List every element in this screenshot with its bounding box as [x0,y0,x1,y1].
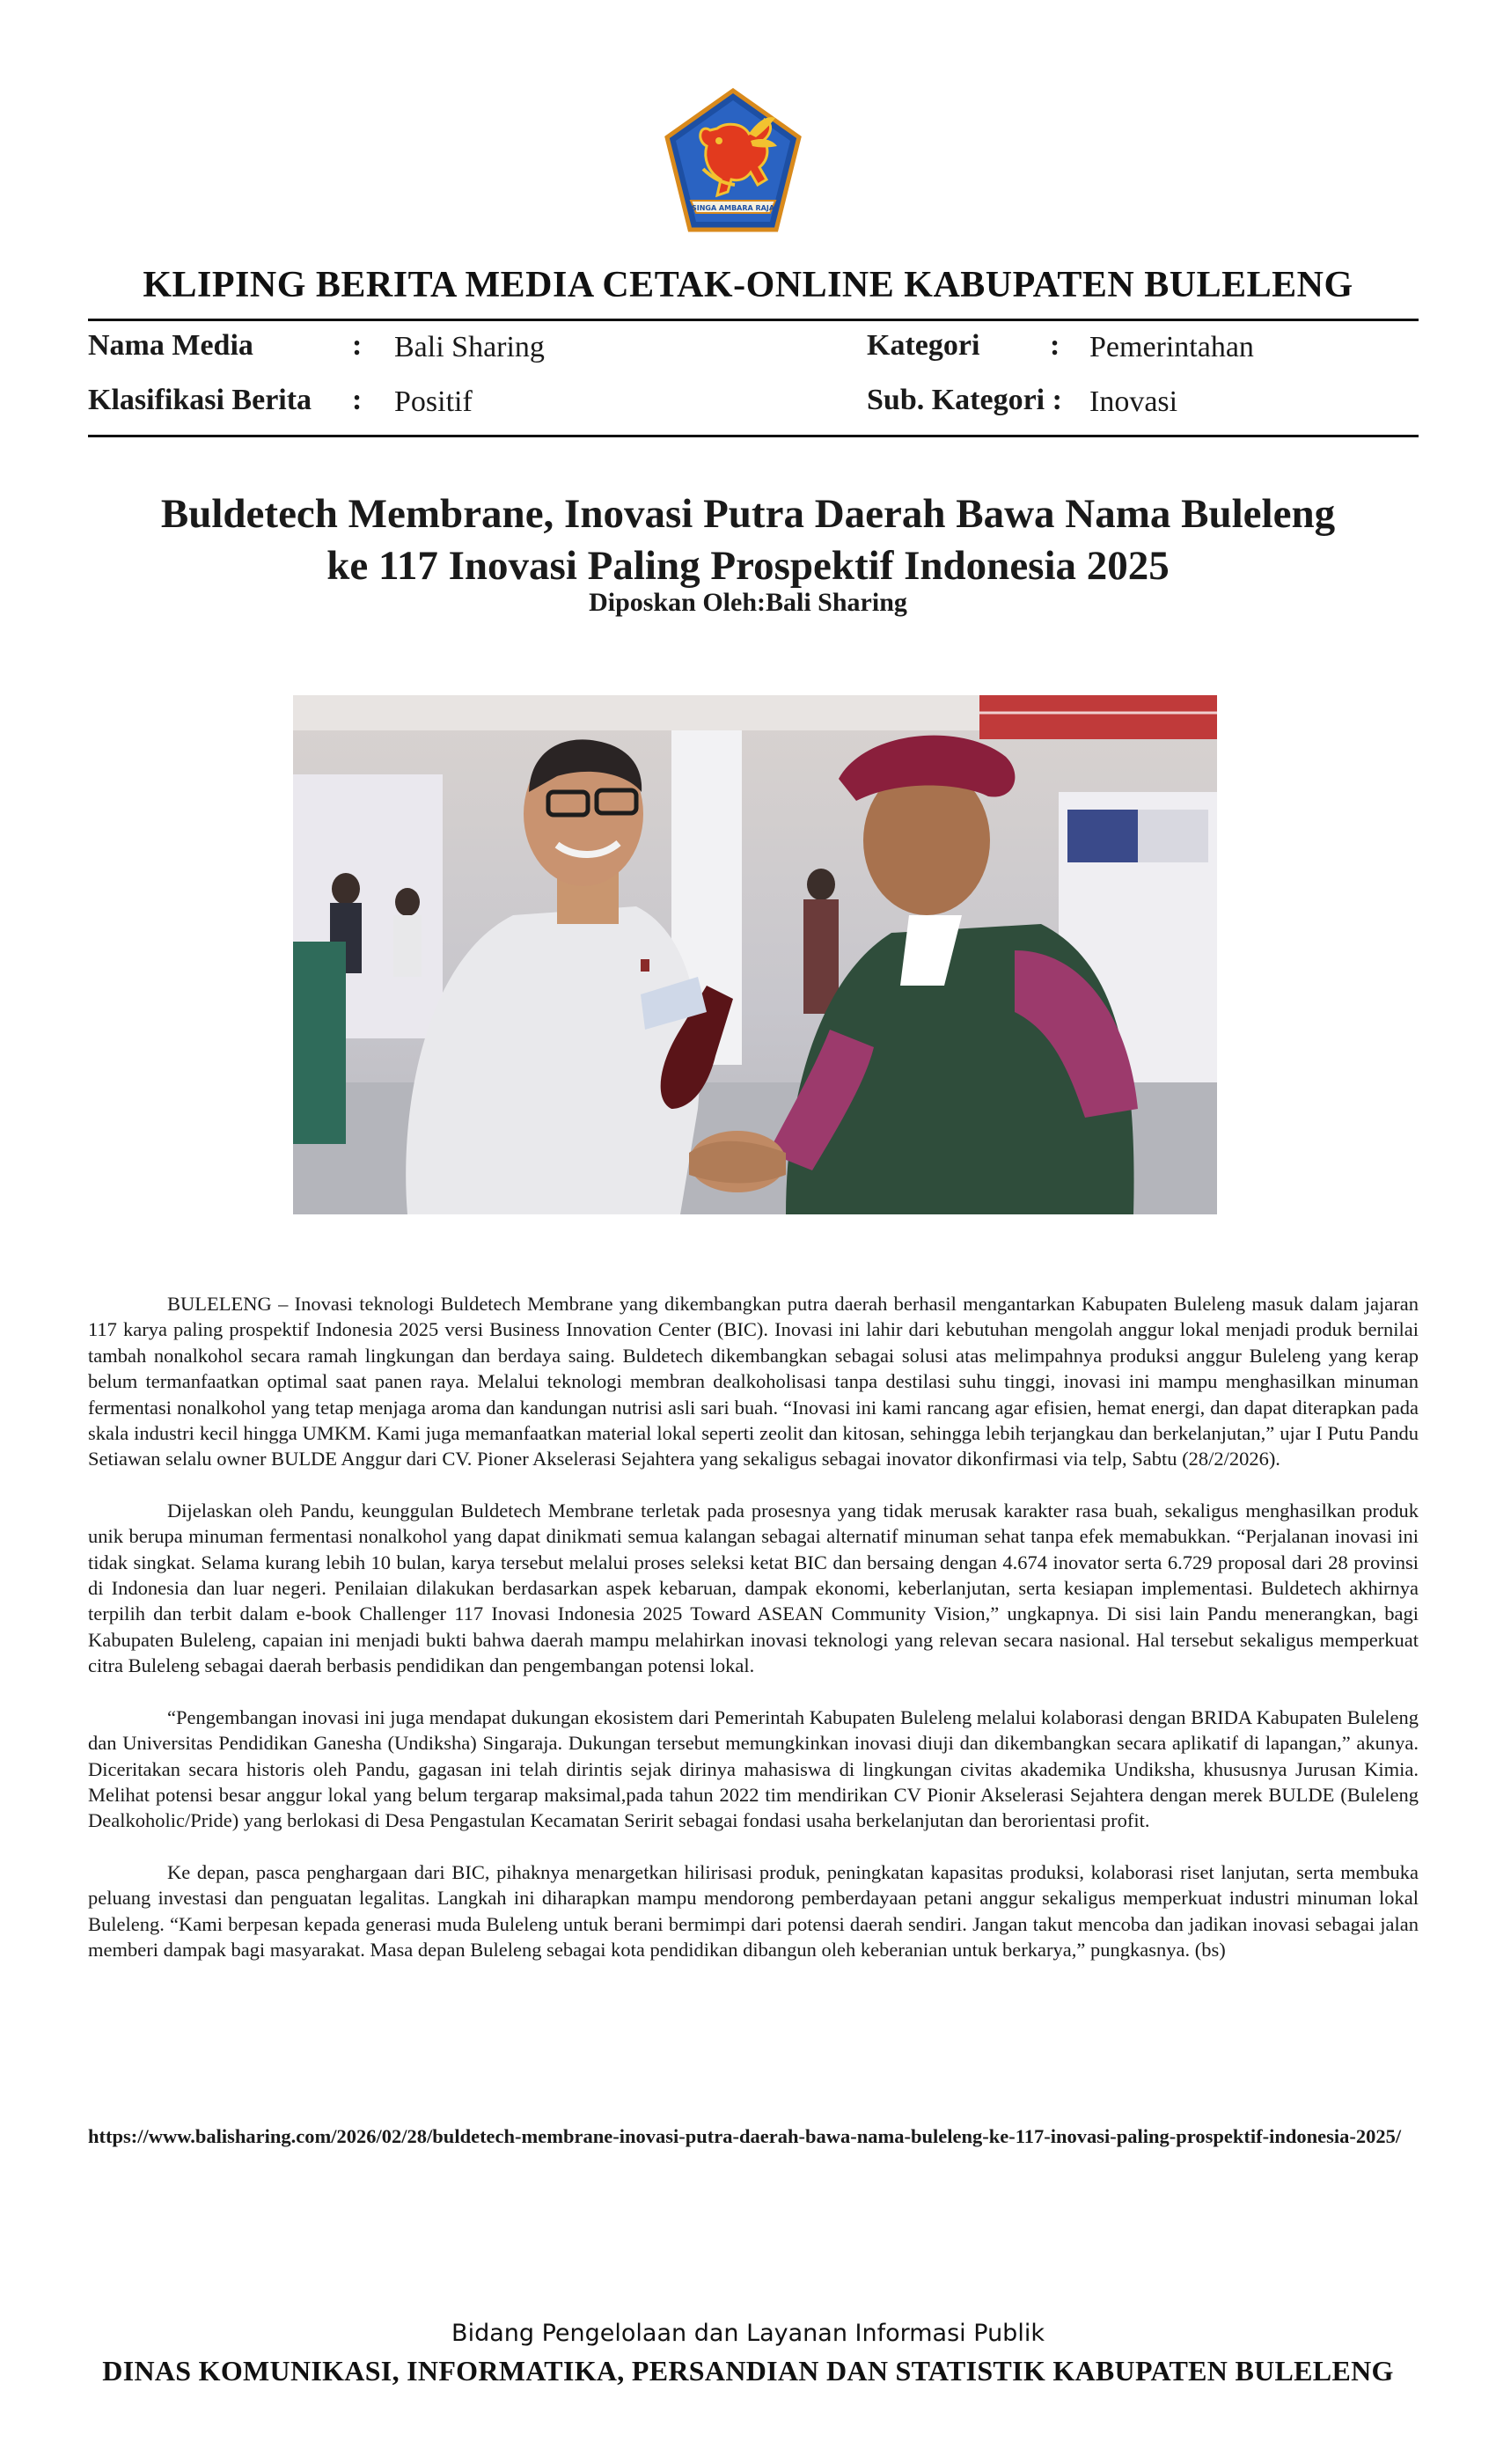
klasifikasi-colon: : [352,384,363,416]
article-body [88,1291,1419,1988]
headline-line-2: ke 117 Inovasi Paling Prospektif Indonesia 2025 [326,543,1170,589]
media-colon: : [352,329,363,362]
article-byline: Diposkan Oleh:Bali Sharing [589,588,907,617]
footer-department: Bidang Pengelolaan dan Layanan Informasi Publik [451,2320,1045,2347]
footer-agency: DINAS KOMUNIKASI, INFORMATIKA, PERSANDIAN DAN STATISTIK KABUPATEN BULELENG [102,2355,1394,2387]
klasifikasi-label: Klasifikasi Berita [88,384,312,416]
document-title: KLIPING BERITA MEDIA CETAK-ONLINE KABUPATEN BULELENG [143,265,1353,305]
media-label: Nama Media [88,329,253,362]
divider-top [88,319,1419,321]
kategori-label: Kategori [867,329,980,362]
kategori-value: Pemerintahan [1089,331,1254,363]
article-paragraph: BULELENG – Inovasi teknologi Buldetech Membrane yang dikembangkan putra daerah berhasil mengantarkan Kabupaten Buleleng masuk dalam jajaran 117 karya paling prospektif Indonesia 2025 versi Business Innovation Center (BIC). Inovasi ini lahir dari kebutuhan mengolah anggur lokal menjadi produk bernilai tambah nonalkohol secara ramah lingkungan dan berdaya saing. Buldetech dikembangkan sebagai solusi atas melimpahnya produksi anggur Buleleng yang kerap belum termanfaatkan optimal saat panen raya. Melalui teknologi membran dealkoholisasi tanpa destilasi suhu tinggi, inovasi ini mampu menghasilkan minuman fermentasi nonalkohol yang tetap menjaga aroma dan kandungan nutrisi asli sari buah. “Inovasi ini kami rancang agar efisien, hemat energi, dan dapat diterapkan pada skala industri kecil hingga UMKM. Kami juga memanfaatkan material lokal seperti zeolit dan kitosan, sehingga lebih terjangkau dan berkelanjutan,” ujar I Putu Pandu Setiawan selalu owner BULDE Anggur dari CV. Pioner Akselerasi Sejahtera yang sekaligus sebagai inovator dikonfirmasi via telp, Sabtu (28/2/2026). [88,1293,1419,1470]
article-paragraph: Ke depan, pasca penghargaan dari BIC, pihaknya menargetkan hilirisasi produk, peningkatan kapasitas produksi, kolaborasi riset lanjutan, serta membuka peluang investasi dan penguatan legalitas. Langkah ini diharapkan mampu mendorong pemberdayaan petani anggur sekaligus memperkuat industri minuman lokal Buleleng. “Kami berpesan kepada generasi muda Buleleng untuk berani bermimpi dari potensi daerah sendiri. Jangan takut mencoba dan jadikan inovasi sebagai jalan memberi dampak bagi masyarakat. Masa depan Buleleng sebagai kota pendidikan dibangun oleh keberanian untuk berkarya,” pungkasnya. (bs) [88,1860,1419,1961]
source-url-link[interactable]: https://www.balisharing.com/2026/02/28/buldetech-membrane-inovasi-putra-daerah-bawa-nama-buleleng-ke-117-inovasi-paling-prospektif-indonesia-2025/ [88,2125,1402,2147]
sub-kategori-label: Sub. Kategori : [867,384,1062,416]
handshake-photo [293,695,1217,1214]
divider-bottom [88,435,1419,437]
singa-ambara-raja-emblem-icon [664,88,802,234]
klasifikasi-value: Positif [394,385,473,418]
kategori-colon: : [1050,329,1060,362]
article-paragraph: “Pengembangan inovasi ini juga mendapat dukungan ekosistem dari Pemerintah Kabupaten Buleleng melalui kolaborasi dengan BRIDA Kabupaten Buleleng dan Universitas Pendidikan Ganesha (Undiksha) Singaraja. Dukungan tersebut memungkinkan inovasi diuji dan dikembangkan secara aplikatif di lapangan,” akunya. Diceritakan secara historis oleh Pandu, gagasan ini telah dirintis sejak dirinya mahasiswa di lingkungan civitas akademika Undiksha, khususnya Jurusan Kimia. Melihat potensi besar anggur lokal yang belum tergarap maksimal,pada tahun 2022 tim mendirikan CV Pionir Akselerasi Sejahtera dengan merek BULDE (Buleleng Dealkoholic/Pride) yang berlokasi di Desa Pengastulan Kecamatan Seririt sebagai fondasi usaha berkelanjutan dan berorientasi profit. [88,1705,1419,1832]
sub-kategori-value: Inovasi [1089,385,1178,418]
headline-line-1: Buldetech Membrane, Inovasi Putra Daerah Bawa Nama Buleleng [160,491,1336,537]
logo-text: SINGA AMBARA RAJA [691,204,775,212]
article-headline [88,488,1408,592]
media-value: Bali Sharing [394,331,545,363]
article-paragraph: Dijelaskan oleh Pandu, keunggulan Buldetech Membrane terletak pada prosesnya yang tidak merusak karakter rasa buah, sekaligus menghasilkan produk unik berupa minuman fermentasi nonalkohol yang dapat dinikmati semua kalangan sebagai alternatif minuman sehat tanpa efek memabukkan. “Perjalanan inovasi ini tidak singkat. Selama kurang lebih 10 bulan, karya tersebut melalui proses seleksi ketat BIC dan bersaing dengan 4.674 inovator serta 6.729 proposal dari 28 provinsi di Indonesia dan luar negeri. Penilaian dilakukan berdasarkan aspek kebaruan, dampak ekonomi, keberlanjutan, serta kesiapan implementasi. Buldetech akhirnya terpilih dan terbit dalam e-book Challenger 117 Inovasi Indonesia 2025 Toward ASEAN Community Vision,” ungkapnya. Di sisi lain Pandu menerangkan, bagi Kabupaten Buleleng, capaian ini menjadi bukti bahwa daerah mampu melahirkan inovasi teknologi yang relevan secara nasional. Hal tersebut sekaligus memperkuat citra Buleleng sebagai daerah berbasis pendidikan dan pengembangan potensi lokal. [88,1499,1419,1677]
